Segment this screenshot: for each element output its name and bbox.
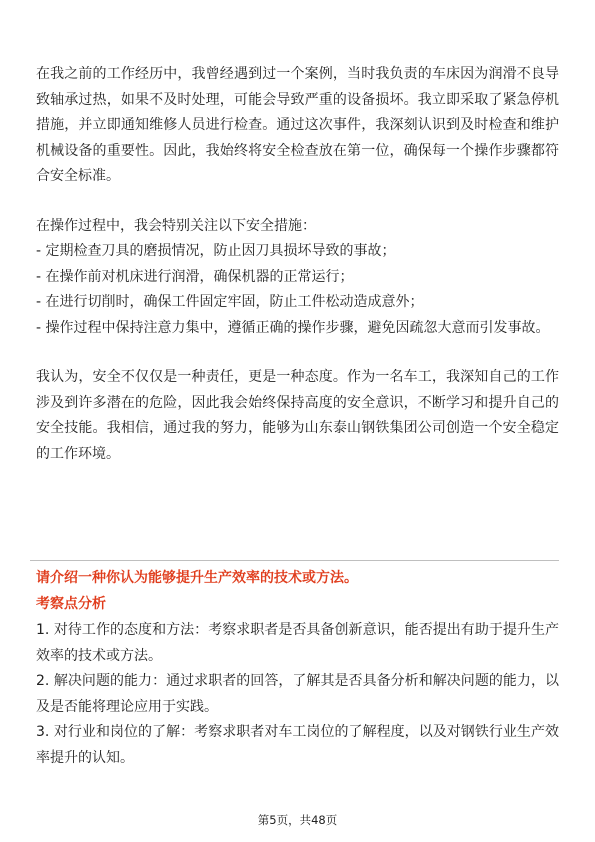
- measure-item: - 定期检查刀具的磨损情况，防止因刀具损坏导致的事故；: [36, 243, 396, 259]
- question-section: [36, 566, 559, 771]
- paragraph-measures-intro: 在操作过程中，我会特别关注以下安全措施：: [36, 217, 316, 234]
- answer-body: [36, 62, 559, 467]
- analysis-point: 3. 对行业和岗位的了解：考察求职者对车工岗位的了解程度，以及对钢铁行业生产效率提升的认知。: [36, 724, 559, 766]
- paragraph-safety-attitude: 我认为，安全不仅仅是一种责任，更是一种态度。作为一名车工，我深知自己的工作涉及到许多潜在的危险，因此我会始终保持高度的安全意识，不断学习和提升自己的安全技能。我相信，通过我的努力，能够为山东泰山钢铁集团公司创造一个安全稳定的工作环境。: [36, 369, 559, 462]
- measure-item: - 在操作前对机床进行润滑，确保机器的正常运行；: [36, 268, 354, 285]
- paragraph-gap: [36, 341, 559, 365]
- analysis-point: 2. 解决问题的能力：通过求职者的回答，了解其是否具备分析和解决问题的能力，以及是否能将理论应用于实践。: [36, 673, 559, 715]
- question-title: 请介绍一种你认为能够提升生产效率的技术或方法。: [36, 570, 358, 586]
- analysis-heading: 考察点分析: [36, 596, 106, 612]
- paragraph-gap: [36, 190, 559, 214]
- paragraph-case-example: 在我之前的工作经历中，我曾经遇到过一个案例，当时我负责的车床因为润滑不良导致轴承过热，如果不及时处理，可能会导致严重的设备损坏。我立即采取了紧急停机措施，并立即通知维修人员进行检查。通过这次事件，我深刻认识到及时检查和维护机械设备的重要性。因此，我始终将安全检查放在第一位，确保每一个操作步骤都符合安全标准。: [36, 66, 559, 184]
- page-number: 第5页，共48页: [257, 813, 338, 827]
- measure-item: - 操作过程中保持注意力集中，遵循正确的操作步骤，避免因疏忽大意而引发事故。: [36, 319, 550, 336]
- section-divider: [30, 560, 559, 561]
- analysis-point: 1. 对待工作的态度和方法：考察求职者是否具备创新意识，能否提出有助于提升生产效率的技术或方法。: [36, 622, 559, 664]
- measure-item: - 在进行切削时，确保工件固定牢固，防止工件松动造成意外；: [36, 294, 424, 310]
